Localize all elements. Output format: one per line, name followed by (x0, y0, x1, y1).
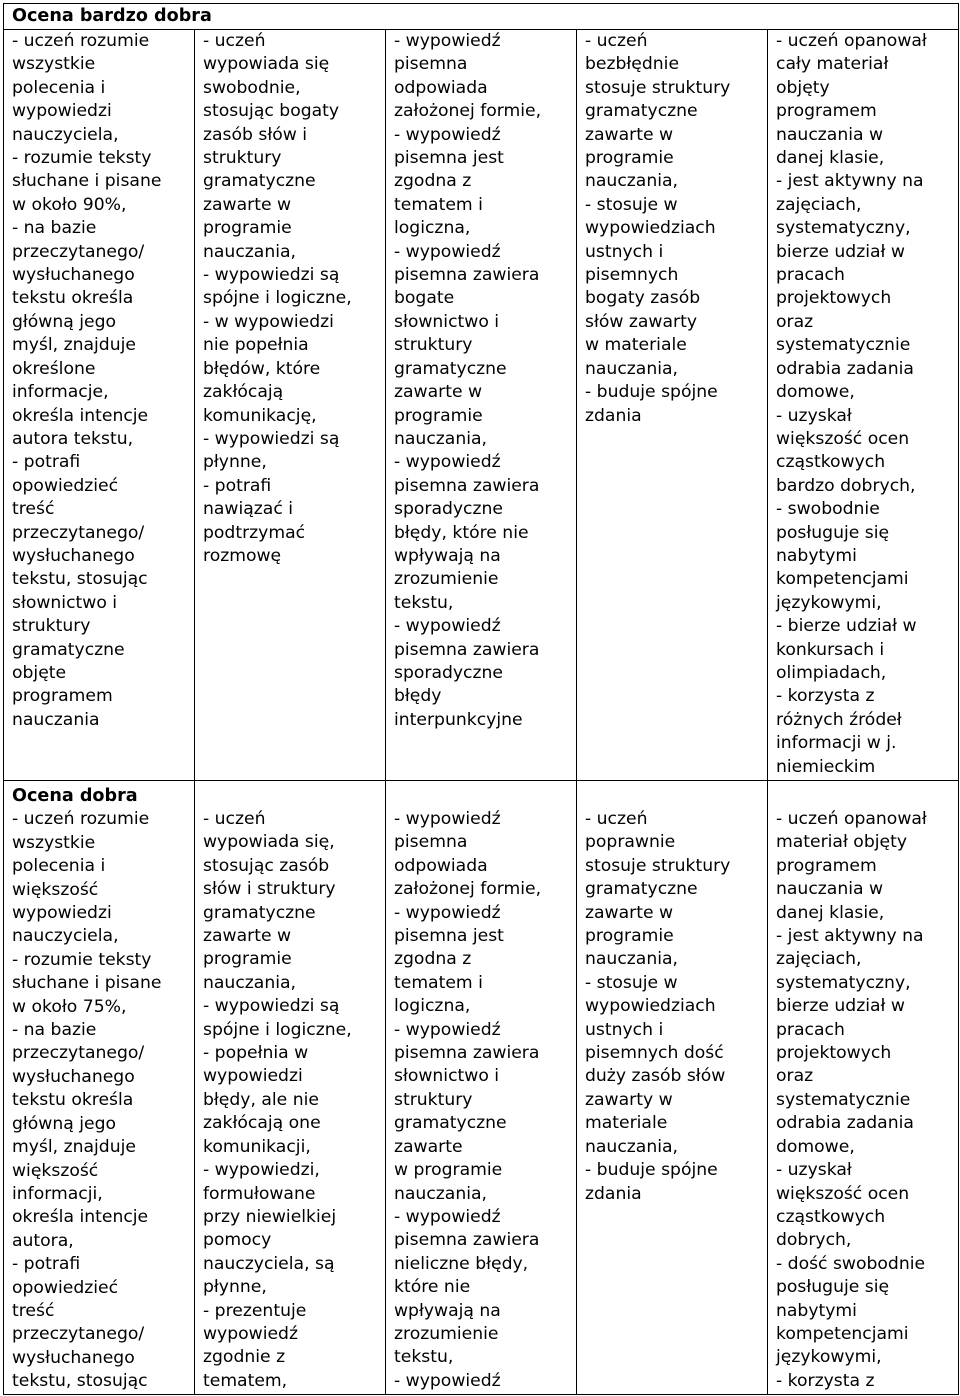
cell-writing: - wypowiedź pisemna odpowiada założonej formie, - wypowiedź pisemna jest zgodna z tematem i logiczna, - wypowiedź pisemna zawiera bogate słownictwo i struktury gramatyczne zawarte w programie nauczania, - wypowiedź pisemna zawiera sporadyczne błędy, które nie wpływają na zrozumienie tekstu, - wypowiedź pisemna zawiera sporadyczne błędy interpunkcyjne (386, 30, 577, 781)
cell-grammar-vocabulary (577, 781, 768, 1395)
cell-attitude (768, 781, 959, 1395)
cell-speaking-text: - uczeń wypowiada się, stosując zasób słów i struktury gramatyczne zawarte w programie nauczania, - wypowiedzi są spójne i logiczne, - popełnia w wypowiedzi błędy, ale nie zakłócają one komunikacji, - wypowiedzi, formułowane przy niewielkiej pomocy nauczyciela, są płynne, - prezentuje wypowiedź zgodnie z tematem, (203, 809, 352, 1391)
section-heading-row (4, 4, 959, 30)
grade-criteria-table (3, 3, 959, 1395)
cell-writing-text: - wypowiedź pisemna odpowiada założonej formie, - wypowiedź pisemna jest zgodna z tematem i logiczna, - wypowiedź pisemna zawiera słownictwo i struktury gramatyczne zawarte w programie nauczania, - wypowiedź pisemna zawiera nieliczne błędy, które nie wpływają na zrozumienie tekstu, - wypowiedź (394, 809, 542, 1391)
criteria-row-bardzo-dobra (4, 30, 959, 781)
criteria-row-dobra (4, 781, 959, 1395)
cell-speaking (195, 781, 386, 1395)
cell-attitude-text: - uczeń opanował materiał objęty programem nauczania w danej klasie, - jest aktywny na zajęciach, systematyczny, bierze udział w pracach projektowych oraz systematycznie odrabia zadania domowe, - uzyskał większość ocen cząstkowych dobrych, - dość swobodnie posługuje się nabytymi kompetencjami językowymi, - korzysta z (776, 809, 927, 1391)
cell-comprehension-text: - uczeń rozumie wszystkie polecenia i większość wypowiedzi nauczyciela, - rozumie teksty słuchane i pisane w około 75%, - na bazie przeczytanego/ wysłuchanego tekstu określa główną jego myśl, znajduje większość informacji, określa intencje autora, - potrafi opowiedzieć treść przeczytanego/ wysłuchanego tekstu, stosując (12, 809, 162, 1392)
cell-comprehension: - uczeń rozumie wszystkie polecenia i wypowiedzi nauczyciela, - rozumie teksty słuchane i pisane w około 90%, - na bazie przeczytanego/ wysłuchanego tekstu określa główną jego myśl, znajduje określone informacje, określa intencje autora tekstu, - potrafi opowiedzieć treść przeczytanego/ wysłuchanego tekstu, stosując słownictwo i struktury gramatyczne objęte programem nauczania (4, 30, 195, 781)
cell-comprehension (4, 781, 195, 1395)
cell-speaking: - uczeń wypowiada się swobodnie, stosując bogaty zasób słów i struktury gramatyczne zawarte w programie nauczania, - wypowiedzi są spójne i logiczne, - w wypowiedzi nie popełnia błędów, które zakłócają komunikację, - wypowiedzi są płynne, - potrafi nawiązać i podtrzymać rozmowę (195, 30, 386, 781)
section-title-dobra: Ocena dobra (12, 786, 138, 806)
cell-attitude: - uczeń opanował cały materiał objęty programem nauczania w danej klasie, - jest aktywny na zajęciach, systematyczny, bierze udział w pracach projektowych oraz systematycznie odrabia zadania domowe, - uzyskał większość ocen cząstkowych bardzo dobrych, - swobodnie posługuje się nabytymi kompetencjami językowymi, - bierze udział w konkursach i olimpiadach, - korzysta z różnych źródeł informacji w j. niemieckim (768, 30, 959, 781)
cell-grammar-vocabulary-text: - uczeń poprawnie stosuje struktury gramatyczne zawarte w programie nauczania, - stosuje w wypowiedziach ustnych i pisemnych dość duży zasób słów zawarty w materiale nauczania, - buduje spójne zdania (585, 809, 731, 1204)
cell-grammar-vocabulary: - uczeń bezbłędnie stosuje struktury gramatyczne zawarte w programie nauczania, - stosuje w wypowiedziach ustnych i pisemnych bogaty zasób słów zawarty w materiale nauczania, - buduje spójne zdania (577, 30, 768, 781)
section-title-bardzo-dobra: Ocena bardzo dobra (12, 6, 212, 26)
section-heading-cell (4, 4, 959, 30)
cell-writing (386, 781, 577, 1395)
